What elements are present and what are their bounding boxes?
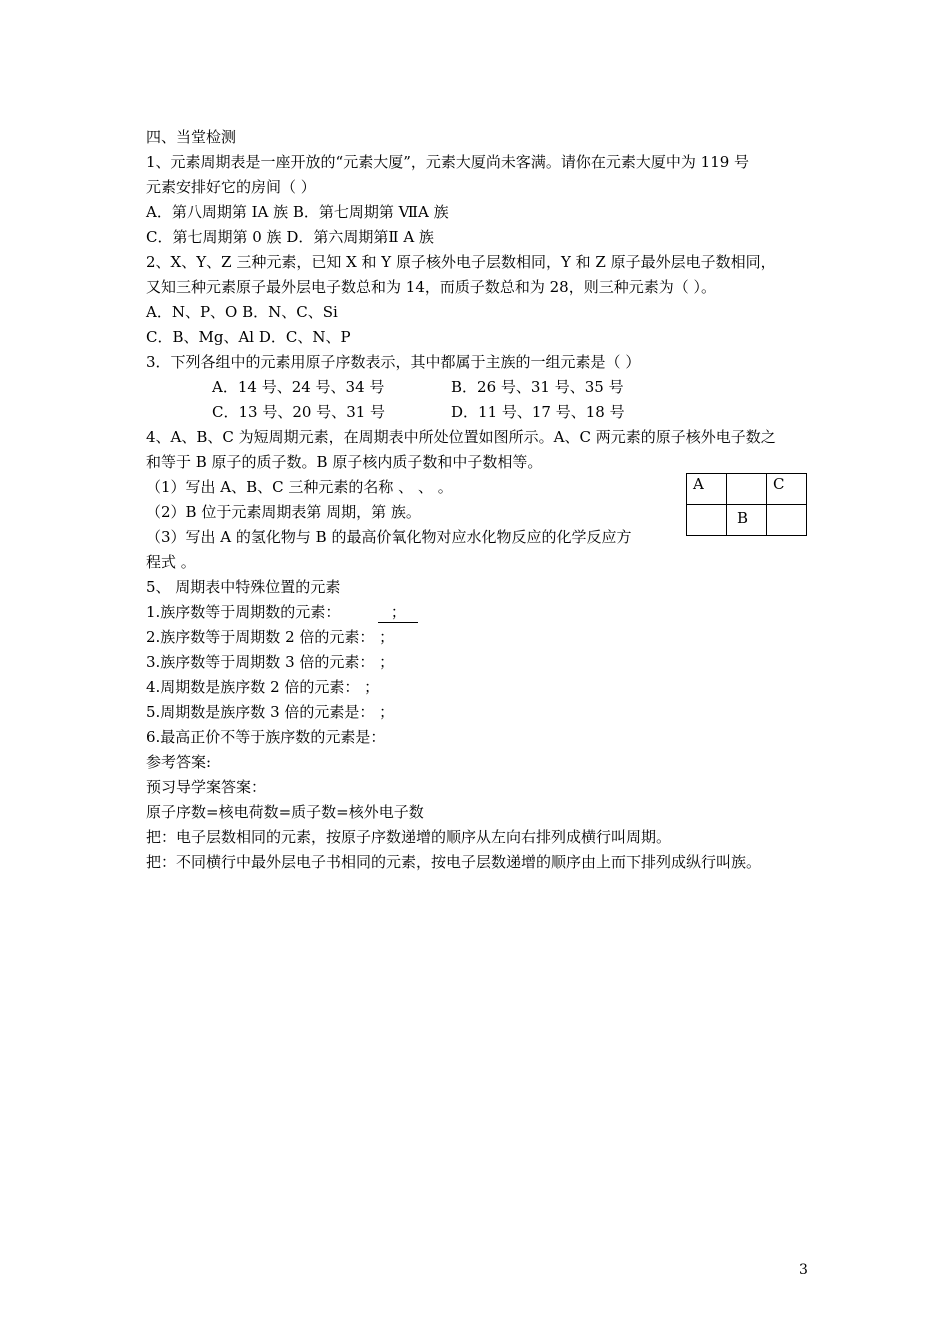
q5-item-6: 6.最高正价不等于族序数的元素是：	[146, 728, 386, 746]
page-number: 3	[799, 1262, 808, 1278]
q2-line2: 又知三种元素原子最外层电子数总和为 14，而质子数总和为 28，则三种元素为（ ）。	[146, 278, 716, 296]
q4-sub1: （1）写出 A、B、C 三种元素的名称 、 、 。	[146, 478, 453, 496]
grid-cell-empty	[767, 505, 807, 536]
q5-item-3: 3.族序数等于周期数 3 倍的元素： ；	[146, 653, 395, 671]
grid-cell-empty	[687, 505, 727, 536]
q4-sub3-line1: （3）写出 A 的氢化物与 B 的最高价氧化物对应水化物反应的化学反应方	[146, 528, 632, 546]
answer-blank: ；	[378, 602, 418, 623]
answers-title: 参考答案:	[146, 753, 212, 771]
q5-title: 5、 周期表中特殊位置的元素	[146, 578, 341, 596]
q5-item-2: 2.族序数等于周期数 2 倍的元素： ；	[146, 628, 395, 646]
q5-item-5: 5.周期数是族序数 3 倍的元素是： ；	[146, 703, 395, 721]
q2-line1: 2、X、Y、Z 三种元素，已知 X 和 Y 原子核外电子层数相同，Y 和 Z 原子最外层电子数相同，	[146, 253, 776, 271]
grid-cell-a: A	[687, 474, 727, 505]
periodic-position-grid	[686, 473, 807, 536]
section-heading: 四、当堂检测	[146, 128, 237, 146]
grid-cell-empty	[727, 474, 767, 505]
q2-options-ab: A．N、P、O B．N、C、Si	[146, 303, 338, 321]
q1-line1: 1、元素周期表是一座开放的“元素大厦”，元素大厦尚未客满。请你在元素大厦中为 119 号	[146, 153, 750, 171]
q3-option-c: C．13 号、20 号、31 号	[212, 403, 386, 421]
answer-3: 把：不同横行中最外层电子书相同的元素，按电子层数递增的顺序由上而下排列成纵行叫族。	[146, 853, 762, 871]
q5-item-4: 4.周期数是族序数 2 倍的元素： ；	[146, 678, 380, 696]
answer-1: 原子序数=核电荷数=质子数=核外电子数	[146, 803, 424, 821]
answers-subtitle: 预习导学案答案：	[146, 778, 267, 796]
q4-line1: 4、A、B、C 为短周期元素，在周期表中所处位置如图所示。A、C 两元素的原子核外电子数之	[146, 428, 776, 446]
q5-item-1-text: 1.族序数等于周期数的元素：	[146, 603, 341, 621]
q3-line1: 3．下列各组中的元素用原子序数表示，其中都属于主族的一组元素是（ ）	[146, 353, 641, 371]
q1-options-ab: A．第八周期第 IA 族 B．第七周期第 ⅦA 族	[146, 203, 449, 221]
q3-option-d: D．11 号、17 号、18 号	[451, 403, 625, 421]
q1-line2: 元素安排好它的房间（ ）	[146, 178, 316, 196]
q4-line2: 和等于 B 原子的质子数。B 原子核内质子数和中子数相等。	[146, 453, 543, 471]
q2-options-cd: C．B、Mg、Al D．C、N、P	[146, 328, 351, 346]
answer-2: 把：电子层数相同的元素，按原子序数递增的顺序从左向右排列成横行叫周期。	[146, 828, 672, 846]
q4-sub2: （2）B 位于元素周期表第 周期，第 族。	[146, 503, 421, 521]
q4-sub3-line2: 程式 。	[146, 553, 196, 571]
grid-cell-c: C	[767, 474, 807, 505]
q3-option-a: A．14 号、24 号、34 号	[212, 378, 385, 396]
q5-item-1	[146, 602, 418, 623]
q1-options-cd: C．第七周期第 0 族 D．第六周期第Ⅱ A 族	[146, 228, 434, 246]
grid-cell-b: B	[727, 505, 767, 536]
q3-option-b: B．26 号、31 号、35 号	[451, 378, 624, 396]
